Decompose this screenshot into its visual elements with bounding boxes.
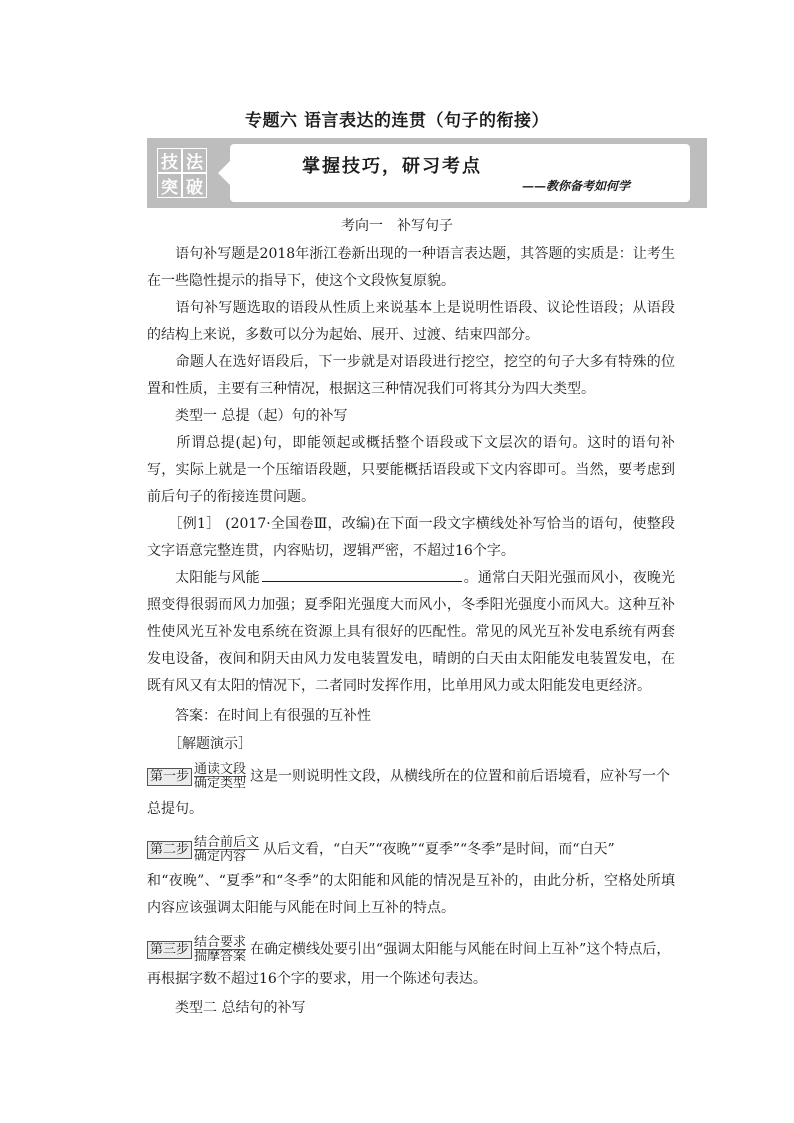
step-cont: 总提句。 [147,801,203,817]
answer-blank [262,567,462,582]
step-label: 第二步 [147,841,192,859]
step-label: 第三步 [147,941,192,959]
badge-char: 技 [157,148,182,173]
demo-label: ［解题演示］ [147,736,252,752]
badge-char: 法 [182,148,207,173]
type-heading: 类型一 总提（起）句的补写 [147,408,348,424]
banner-panel [230,144,690,202]
paragraph: 所谓总提(起)句，即能领起或概括整个语段或下文层次的语句。这时的语句补写，实际上就是一个压缩语段题，只要能概括语段或下文内容即可。当然，要考虑到前后句子的衔接连贯问题。 [147,435,675,505]
passage-rest: 。通常白天阳光强而风小，夜晚光照变得很弱而风力加强；夏季阳光强度大而风小，冬季阳光强度小而风大。这种互补性使风光互补发电系统在资源上具有很好的匹配性。常见的风光互补发电系统有两套发电设备，夜间和阴天由风力发电装置发电，晴朗的白天由太阳能发电装置发电，在既有风又有太阳的情况下，二者同时发挥作用，比单用风力或太阳能发电更经济。 [147,570,676,694]
type-heading: 类型二 总结句的补写 [147,1000,306,1016]
example-question: ［例1］ (2017·全国卷Ⅲ，改编)在下面一段文字横线处补写恰当的语句，使整段文字语意完整连贯，内容贴切，逻辑严密，不超过16个字。 [147,516,675,559]
banner-sub-text: ——教你备考如何学 [521,179,630,193]
step-keywords [194,936,246,963]
badge-char: 破 [182,173,207,198]
paragraph: 命题人在选好语段后，下一步就是对语段进行挖空，挖空的句子大多有特殊的位置和性质，主要有三种情况，根据这三种情况我们可将其分为四大类型。 [147,354,675,397]
step-keyword-top: 通读文段 [194,762,247,777]
paragraph: 语句补写题是2018年浙江卷新出现的一种语言表达题，其答题的实质是：让考生在一些隐性提示的指导下，使这个文段恢复原貌。 [147,246,675,289]
banner-badge [157,148,207,198]
step-keywords [194,836,259,863]
step-cont: 和“夜晚”、“夏季”和“冬季”的太阳能和风能的情况是互补的，由此分析，空格处所填内容应该强调太阳能与风能在时间上互补的特点。 [147,873,675,916]
passage-start: 太阳能与风能 [147,570,260,586]
step-cont: 再根据字数不超过16个字的要求，用一个陈述句表达。 [147,971,487,987]
step-text: 从后文看，“白天”“夜晚”“夏季”“冬季”是时间，而“白天” [263,841,615,858]
step-keyword-bottom: 揣摩答案 [194,949,247,964]
step-keyword-bottom: 确定内容 [194,849,247,864]
step-keyword-top: 结合前后文 [194,835,260,850]
step-1 [147,763,675,790]
section-banner [147,138,707,208]
step-text: 这是一则说明性文段，从横线所在的位置和前后语境看，应补写一个 [250,768,671,785]
step-3 [147,936,675,963]
badge-char: 突 [157,173,182,198]
step-keywords [194,763,246,790]
step-keyword-top: 结合要求 [194,935,247,950]
step-2 [147,836,675,863]
paragraph: 语句补写题选取的语段从性质上来说基本上是说明性语段、议论性语段；从语段的结构上来说，多数可以分为起始、展开、过渡、结束四部分。 [147,300,675,343]
section-heading: 考向一 补写句子 [341,218,453,234]
passage [147,565,675,700]
answer-line: 答案：在时间上有很强的互补性 [147,708,371,724]
step-keyword-bottom: 确定类型 [194,776,247,791]
step-label: 第一步 [147,768,192,786]
page-title: 专题六 语言表达的连贯（句子的衔接） [245,111,549,131]
step-text: 在确定横线处要引出“强调太阳能与风能在时间上互补”这个特点后， [250,941,671,958]
banner-main-text: 掌握技巧，研习考点 [302,156,482,177]
